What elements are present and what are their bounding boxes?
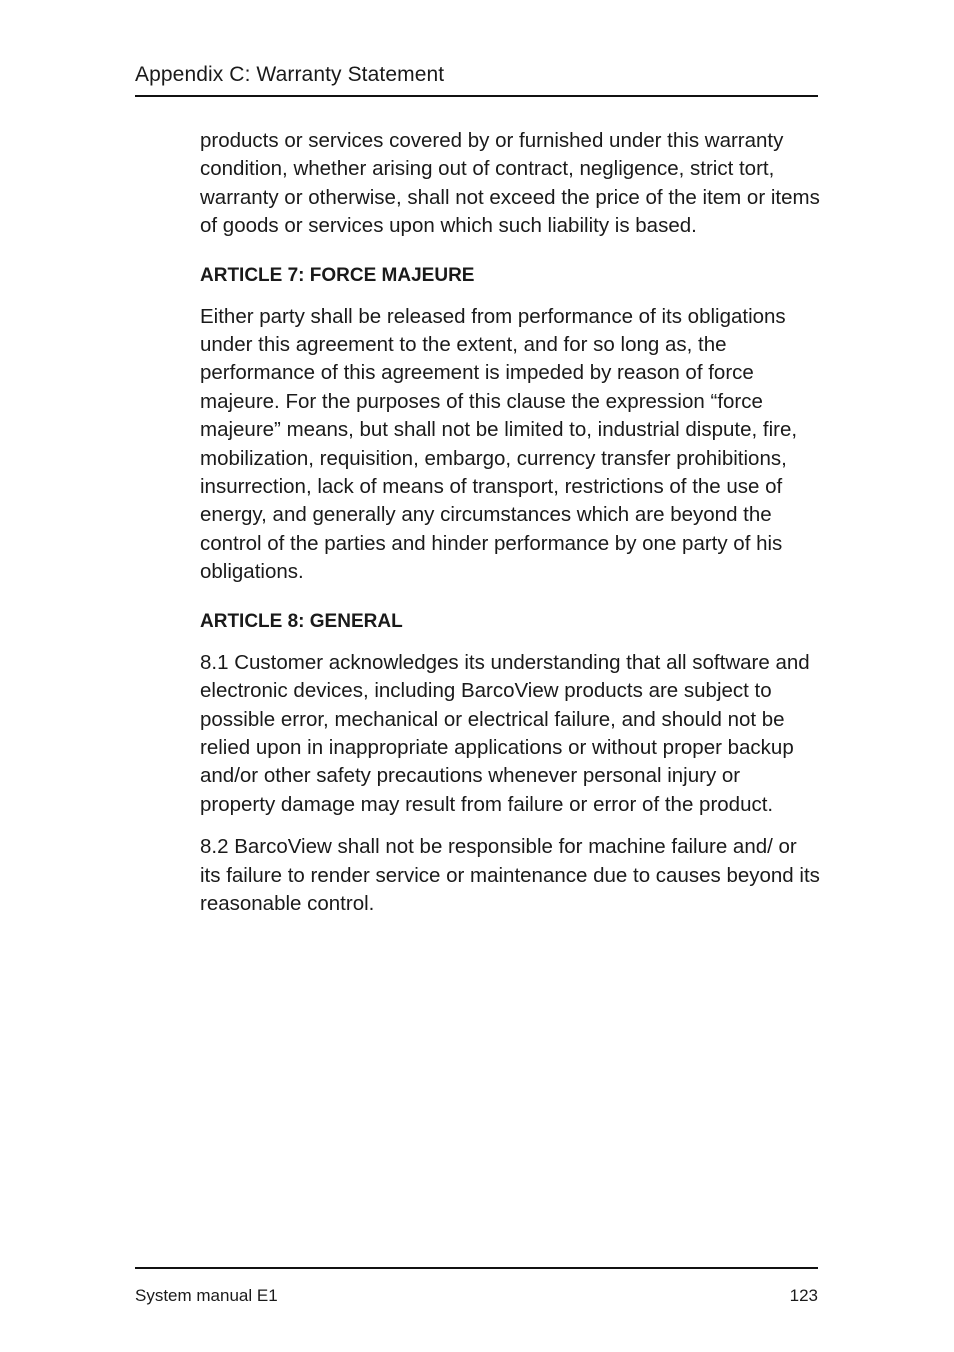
- footer-manual-name: System manual E1: [135, 1286, 278, 1305]
- running-header-title: Appendix C: Warranty Statement: [135, 63, 445, 86]
- footer-page-number: 123: [789, 1286, 818, 1305]
- article-7-heading: ARTICLE 7: FORCE MAJEURE: [200, 264, 475, 286]
- article-7-paragraph: Either party shall be released from performance of its obligations under this agreement to the extent, and for so long as, the performance of this agreement is impeded by reason of force majeure. For the purposes of this clause the expression “force majeure” means, but shall not be limited to, industrial dispute, fire, mobilization, requisition, embargo, currency transfer prohibitions, insurrection, lack of means of transport, restrictions of the use of energy, and generally any circumstances which are beyond the control of the parties and hinder performance by one party of his obligations.: [200, 304, 798, 584]
- article-8-1-paragraph: 8.1 Customer acknowledges its understanding that all software and electronic devices, including BarcoView products are subject to possible error, mechanical or electrical failure, and should not be relied upon in inappropriate applications or without proper backup and/or other safety precautions whenever personal injury or property damage may result from failure or error of the product.: [200, 650, 810, 816]
- article-8-2-paragraph: 8.2 BarcoView shall not be responsible for machine failure and/ or its failure to render service or maintenance due to causes beyond its reasonable control.: [200, 835, 820, 915]
- article-8-heading: ARTICLE 8: GENERAL: [200, 610, 403, 632]
- continued-paragraph: products or services covered by or furnished under this warranty condition, whether arising out of contract, negligence, strict tort, warranty or otherwise, shall not exceed the price of the item or items of goods or services upon which such liability is based.: [200, 129, 820, 238]
- document-body: [200, 127, 820, 932]
- page-footer: [135, 1267, 818, 1305]
- page-header: [135, 60, 818, 97]
